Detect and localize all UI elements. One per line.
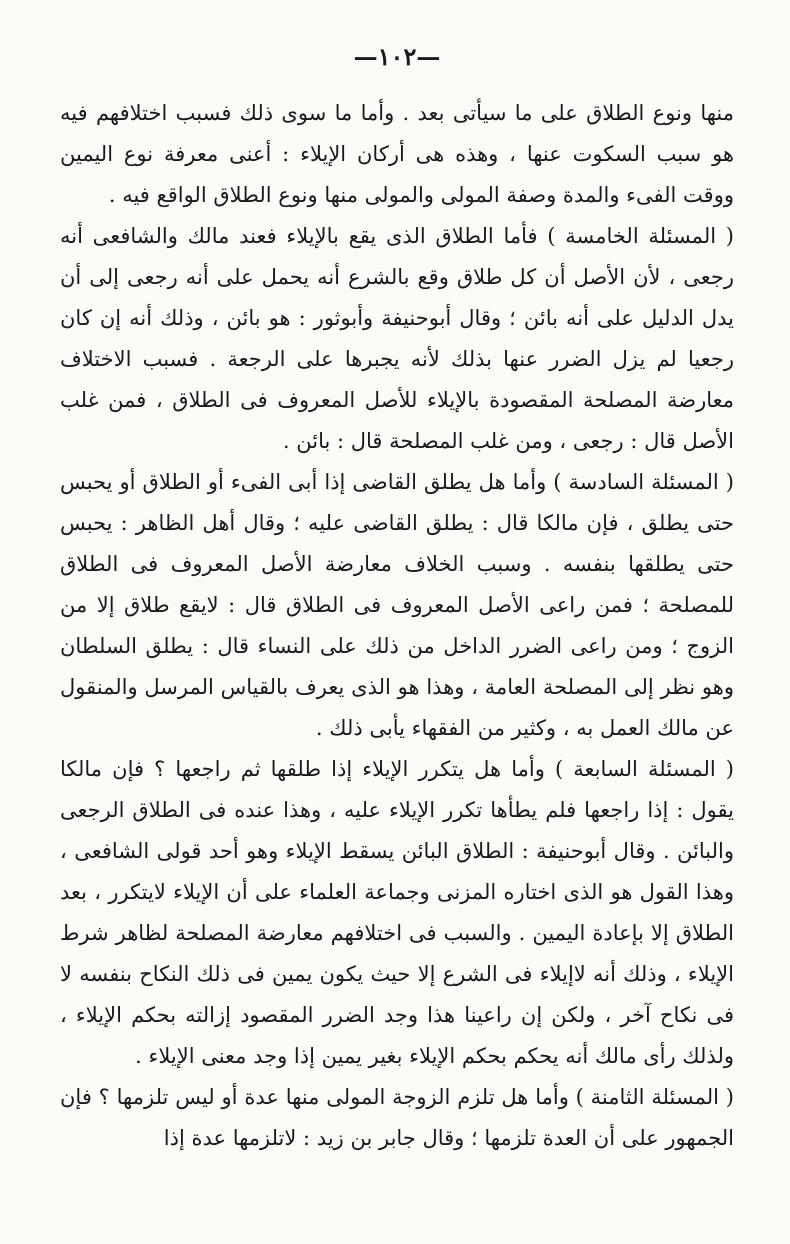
paragraph-issue-6: ( المسئلة السادسة ) وأما هل يطلق القاضى إذا أبى الفىء أو الطلاق أو يحبس حتى يطلق ، فإن مالكا قال : يطلق القاضى عليه ؛ وقال أهل الظاهر : يحبس حتى يطلقها بنفسه . وسبب الخلاف معارضة الأصل المعروف فى الطلاق للمصلحة ؛ فمن راعى الأصل المعروف فى الطلاق قال : لايقع طلاق إلا من الزوج ؛ ومن راعى الضرر الداخل من ذلك على النساء قال : يطلق السلطان وهو نظر إلى المصلحة العامة ، وهذا هو الذى يعرف بالقياس المرسل والمنقول عن مالك العمل به ، وكثير من الفقهاء يأبى ذلك . xyxy=(60,470,734,740)
page-body xyxy=(60,93,734,1159)
paragraph-issue-8: ( المسئلة الثامنة ) وأما هل تلزم الزوجة المولى منها عدة أو ليس تلزمها ؟ فإن الجمهور على أن العدة تلزمها ؛ وقال جابر بن زيد : لاتلزمها عدة إذا xyxy=(60,1085,734,1150)
paragraph-issue-5: ( المسئلة الخامسة ) فأما الطلاق الذى يقع بالإيلاء فعند مالك والشافعى أنه رجعى ، لأن الأصل أن كل طلاق وقع بالشرع أنه يحمل على أنه رجعى إلى أن يدل الدليل على أنه بائن ؛ وقال أبوحنيفة وأبوثور : هو بائن ، وذلك أنه إن كان رجعيا لم يزل الضرر عنها بذلك لأنه يجبرها على الرجعة . فسبب الاختلاف معارضة المصلحة المقصودة بالإيلاء للأصل المعروف فى الطلاق ، فمن غلب الأصل قال : رجعى ، ومن غلب المصلحة قال : بائن . xyxy=(60,224,734,453)
paragraph-issue-7: ( المسئلة السابعة ) وأما هل يتكرر الإيلاء إذا طلقها ثم راجعها ؟ فإن مالكا يقول : إذا راجعها فلم يطأها تكرر الإيلاء عليه ، وهذا عنده فى الطلاق الرجعى والبائن . وقال أبوحنيفة : الطلاق البائن يسقط الإيلاء وهو أحد قولى الشافعى ، وهذا القول هو الذى اختاره المزنى وجماعة العلماء على أن الإيلاء لايتكرر ، بعد الطلاق إلا بإعادة اليمين . والسبب فى اختلافهم معارضة المصلحة لظاهر شرط الإيلاء ، وذلك أنه لاإيلاء فى الشرع إلا حيث يكون يمين فى ذلك النكاح بنفسه لا فى نكاح آخر ، ولكن إن راعينا هذا وجد الضرر المقصود إزالته بحكم الإيلاء ، ولذلك رأى مالك أنه يحكم بحكم الإيلاء بغير يمين إذا وجد معنى الإيلاء . xyxy=(60,757,734,1068)
paragraph-intro: منها ونوع الطلاق على ما سيأتى بعد . وأما ما سوى ذلك فسبب اختلافهم فيه هو سبب السكوت عنها ، وهذه هى أركان الإيلاء : أعنى معرفة نوع اليمين ووقت الفىء والمدة وصفة المولى والمولى منها ونوع الطلاق الواقع فيه . xyxy=(60,101,734,207)
page-number: —١٠٢— xyxy=(353,42,441,71)
